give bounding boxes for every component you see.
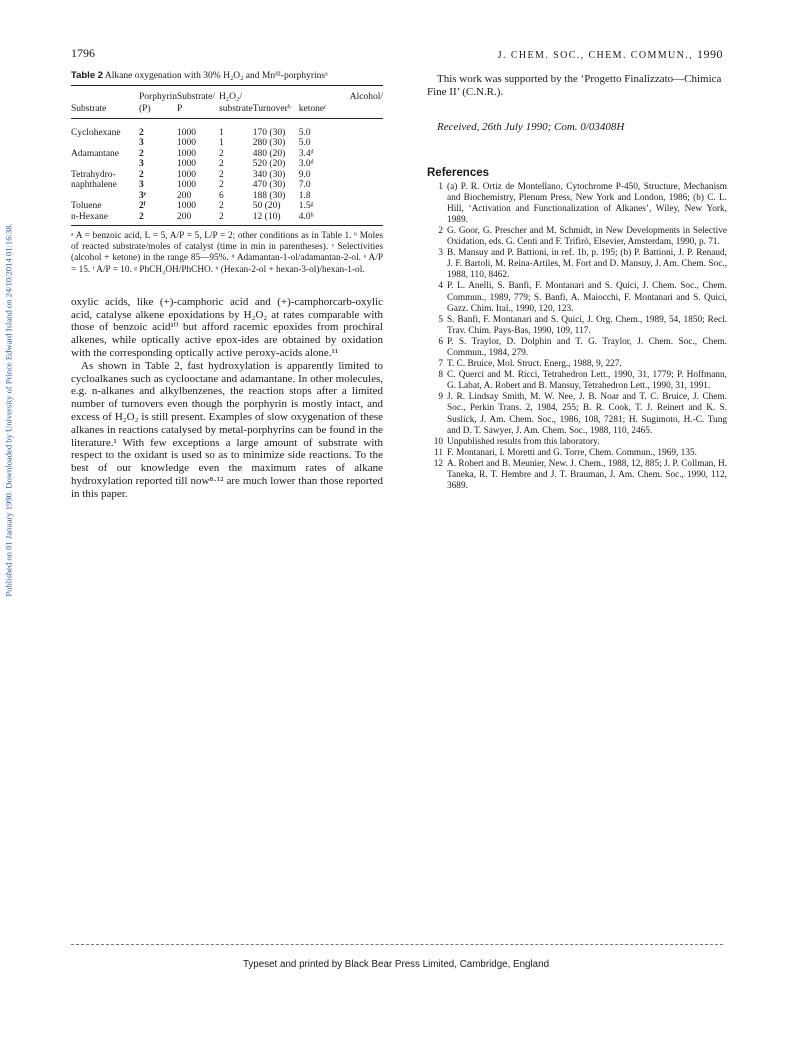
table-cell: 2: [139, 169, 144, 180]
table-cell: Cyclohexane: [71, 127, 121, 138]
download-watermark-text: Published on 01 January 1990. Downloaded by University of Prince Edward Island on 24/10/2014 01:16:38.: [4, 223, 14, 597]
table-cell: Adamantane: [71, 148, 120, 159]
table-body: [71, 118, 383, 225]
table-label: Table 2: [71, 70, 104, 81]
table-row: [71, 138, 383, 149]
reference-text: Unpublished results from this laboratory.: [447, 436, 600, 447]
results-table: [71, 86, 383, 225]
table-bottom-rule: [71, 225, 383, 226]
reference-number: 8: [438, 370, 443, 381]
reference-text: P. S. Traylor, D. Dolphin and T. G. Traylor, J. Chem. Soc., Chem. Commun., 1984, 279.: [447, 336, 727, 358]
table-cell: 9.0: [298, 169, 311, 180]
table-footnotes: ᵃ A = benzoic acid, L = 5, A/P = 5, L/P = 2; other conditions as in Table 1. ᵇ Moles of reacted substrate/moles of catalyst (time in min in parentheses). ᶜ Selectivities (alcohol + ketone) in the range 85—95%. ᵈ Adamantan-1-ol/adamantan-2-ol. ᵉ A/P = 15. ᶠ A/P = 10. ᵍ PhCH₂OH/PhCHO. ʰ (Hexan-2-ol + hexan-3-ol)/hexan-1-ol.: [71, 231, 383, 275]
reference-number: 2: [438, 225, 443, 236]
table-header-cell: [253, 92, 299, 104]
table-caption-text: Alkane oxygenation with 30% H₂O₂ and Mnᴵᴵᴵ-porphyrinsᵃ: [104, 71, 328, 81]
reference-item: [427, 359, 727, 370]
reference-item: [427, 182, 727, 226]
table-cell: 2ᶠ: [139, 201, 146, 211]
table-cell: 7.0: [298, 180, 311, 190]
journal-title: [498, 47, 723, 62]
table-cell: 4.0ʰ: [298, 211, 314, 222]
reference-text: B. Mansuy and P. Battioni, in ref. 1b, p. 195; (b) P. Battioni, J. P. Renaud, J. F. Bartoli, M. Reina-Artiles, M. Fort and D. Mansuy, J. Am. Chem. Soc., 1988, 110, 8462.: [447, 248, 727, 281]
reference-item: [427, 370, 727, 392]
reference-text: F. Montanari, I. Moretti and G. Torre, Chem. Commun., 1969, 135.: [447, 447, 697, 458]
table-row: [71, 149, 383, 160]
reference-number: 11: [434, 447, 443, 458]
reference-text: A. Robert and B. Meunier, New. J. Chem., 1988, 12, 885; J. P. Collman, H. Taneka, R. T. Hembre and J. T. Brauman, J. Am. Chem. Soc., 1990, 112, 3689.: [447, 458, 727, 492]
table-cell: 170 (30): [252, 127, 286, 138]
reference-item: [427, 437, 727, 448]
table-cell: Toluene: [71, 201, 102, 211]
body-paragraph: oxylic acids, like (+)-camphoric acid and (+)-camphorcarb-oxylic acid, catalyse alkene epoxidations by H₂O₂ at rates comparable with those of benzoic acid¹⁰ but afford racemic epoxides from prochiral alkenes, while optically active epox-ides are obtained by oxidation with the corresponding optically active peroxy-acids alone.¹¹: [71, 295, 383, 359]
reference-item: [427, 459, 727, 492]
table-row: [71, 180, 383, 191]
body-paragraph: As shown in Table 2, fast hydroxylation is apparently limited to cycloalkanes such as cyclooctane and adamantane. In other molecules, e.g. n-alkanes and alkylbenzenes, the reaction stops after a limited number of turnovers even though the porphyrin is mostly intact, and excess of H₂O₂ is still present. Examples of slow oxygenation of these alkanes in reactions catalysed by metal-porphyrins can be found in the literature.¹ With few exceptions a large amount of substrate with respect to the oxidant is used so as to minimize side reactions. To the best of our knowledge even the maximum rates of alkane hydroxylation reported till now⁸·¹² are much lower than those reported in this paper.: [71, 359, 383, 500]
reference-number: 10: [433, 436, 443, 447]
body-text: [71, 296, 383, 501]
table-cell: 1.5ᵍ: [298, 201, 314, 211]
table-header-cell: P: [177, 103, 183, 114]
table-cell: 1000: [177, 180, 196, 190]
reference-number: 1: [438, 181, 443, 192]
reference-item: [427, 448, 727, 459]
table-header-cell: ketoneᶜ: [298, 103, 327, 114]
table-cell: 2: [219, 169, 224, 180]
table-header-cell: Porphyrin: [139, 92, 177, 102]
table-cell: 1000: [177, 201, 196, 211]
reference-text: J. R. Lindsay Smith, M. W. Nee, J. B. Noar and T. C. Bruice, J. Chem. Soc., Perkin Trans. 2, 1984, 255; B. R. Cook, T. J. Reinert and K. S. Suslick, J. Am. Chem. Soc., 1986, 108, 7281; H. Sugimoto, H.-C. Tung and D. T. Sawyer, J. Am. Chem. Soc., 1988, 110, 2465.: [447, 392, 727, 436]
table-header-cell: Substrate/: [177, 92, 215, 102]
table-row: [71, 170, 383, 181]
table-cell: [71, 138, 139, 149]
table-cell: 3: [139, 180, 144, 190]
table-header-cell: Alcohol/: [349, 92, 383, 102]
table-row: [71, 201, 383, 212]
table-cell: 520 (20): [252, 159, 286, 169]
table-cell: 340 (30): [252, 169, 286, 180]
table-row: [71, 128, 383, 139]
table-cell: [71, 191, 139, 202]
table-cell: 50 (20): [252, 201, 281, 211]
reference-text: P. L. Anelli, S. Banfi, F. Montanari and S. Quici, J. Chem. Soc., Chem. Commun., 1989, 779; S. Banfi, A. Maiocchi, F. Montanari and S. Quici, Gazz. Chim. Ital., 1990, 120, 123.: [447, 281, 727, 314]
table-cell: 2: [219, 201, 224, 211]
table-header-cell: Turnoverᵇ: [252, 103, 291, 114]
page-header: [71, 46, 723, 62]
table-header-cell: Substrate: [71, 103, 107, 114]
table-cell: 5.0: [298, 138, 311, 148]
table-row: [71, 191, 383, 202]
journal-year: 1990: [697, 47, 723, 61]
table-cell: 3.4ᵈ: [298, 148, 314, 159]
table-cell: 1.8: [298, 190, 311, 201]
table-cell: [71, 159, 139, 170]
table-cell: 1: [219, 127, 224, 138]
reference-number: 4: [438, 281, 443, 292]
table-cell: 2: [139, 127, 144, 138]
table-cell: 480 (20): [252, 148, 286, 159]
acknowledgement: This work was supported by the ‘Progetto Finalizzato—Chimica Fine II’ (C.N.R.).: [427, 73, 722, 98]
left-column: [71, 70, 383, 501]
table-cell: 2: [219, 211, 224, 222]
references-heading: References: [427, 166, 490, 179]
reference-number: 5: [438, 314, 443, 325]
table-header-cell: (P): [139, 103, 151, 114]
table-cell: 6: [219, 190, 224, 201]
table-cell: Tetrahydro-: [71, 169, 116, 180]
reference-item: [427, 337, 727, 359]
reference-text: (a) P. R. Ortiz de Montellano, Cytochrome P-450, Structure, Mechanism and Biochemistry, Plenum Press, New York and London, 1986; (b) C. L. Hill, ‘Activation and Functionalization of Alkanes’, Wiley, New York, 1989.: [447, 181, 727, 225]
reference-number: 6: [438, 336, 443, 347]
table-row: [71, 212, 383, 223]
reference-number: 9: [438, 392, 443, 403]
table-cell: 2: [139, 211, 144, 222]
reference-list: [427, 182, 727, 493]
table-cell: 5.0: [298, 127, 311, 138]
reference-item: [427, 315, 727, 337]
received-date: Received, 26th July 1990; Com. 0/03408H: [437, 120, 625, 133]
table-cell: n-Hexane: [71, 211, 108, 222]
table-header-cell: [71, 92, 139, 104]
table-cell: 1: [219, 138, 224, 148]
reference-text: G. Goor, G. Prescher and M. Schmidt, in New Developments in Selective Oxidation, eds. G. Centi and F. Trifirò, Elsevier, Amsterdam, 1990, p. 71.: [447, 225, 727, 248]
table-cell: 2: [219, 159, 224, 169]
table-cell: 1000: [177, 148, 196, 159]
table-cell: 470 (30): [252, 180, 286, 190]
table-cell: 3ᵉ: [139, 190, 147, 201]
table-row: [71, 159, 383, 170]
table-cell: 1000: [177, 127, 196, 138]
table-cell: 1000: [177, 169, 196, 180]
table-cell: naphthalene: [71, 180, 117, 190]
table-cell: 188 (30): [252, 190, 286, 201]
right-column: [427, 73, 727, 492]
table-cell: 2: [219, 180, 224, 190]
reference-text: S. Banfi, F. Montanari and S. Quici, J. Org. Chem., 1989, 54, 1850; Recl. Trav. Chim. Pays-Bas, 1990, 109, 117.: [447, 314, 727, 336]
table-header-cell: H₂O₂/: [219, 92, 242, 102]
reference-item: [427, 226, 727, 248]
download-watermark: [2, 160, 16, 660]
reference-item: [427, 248, 727, 281]
reference-number: 3: [438, 248, 443, 259]
table-cell: 1000: [177, 138, 196, 148]
table-cell: 280 (30): [252, 138, 286, 148]
footer-divider: [71, 944, 723, 945]
table-caption: [71, 70, 383, 82]
reference-item: [427, 281, 727, 314]
table-cell: 3: [139, 159, 144, 169]
table-cell: 3.0ᵈ: [298, 159, 314, 169]
reference-number: 12: [433, 458, 443, 469]
reference-text: T. C. Bruice, Mol. Struct. Energ., 1988, 9, 227.: [447, 359, 622, 370]
table-cell: 200: [177, 211, 192, 222]
journal-name: J. CHEM. SOC., CHEM. COMMUN.,: [497, 50, 694, 61]
page-number: 1796: [71, 46, 95, 60]
table-header-cell: substrate: [219, 103, 253, 114]
table-cell: 3: [139, 138, 144, 148]
table-cell: 12 (10): [252, 211, 281, 222]
reference-text: C. Querci and M. Ricci, Tetrahedron Lett., 1990, 31, 1779; P. Hoffmann, G. Labat, A. Robert and B. Mansuy, Tetrahedron Lett., 1990, 31, 1991.: [447, 370, 727, 392]
table-cell: 2: [139, 148, 144, 159]
table-cell: 200: [177, 190, 192, 201]
table-cell: 1000: [177, 159, 196, 169]
reference-item: [427, 392, 727, 436]
table-cell: 2: [219, 148, 224, 159]
reference-number: 7: [438, 359, 443, 370]
printer-footer: Typeset and printed by Black Bear Press Limited, Cambridge, England: [242, 959, 550, 970]
